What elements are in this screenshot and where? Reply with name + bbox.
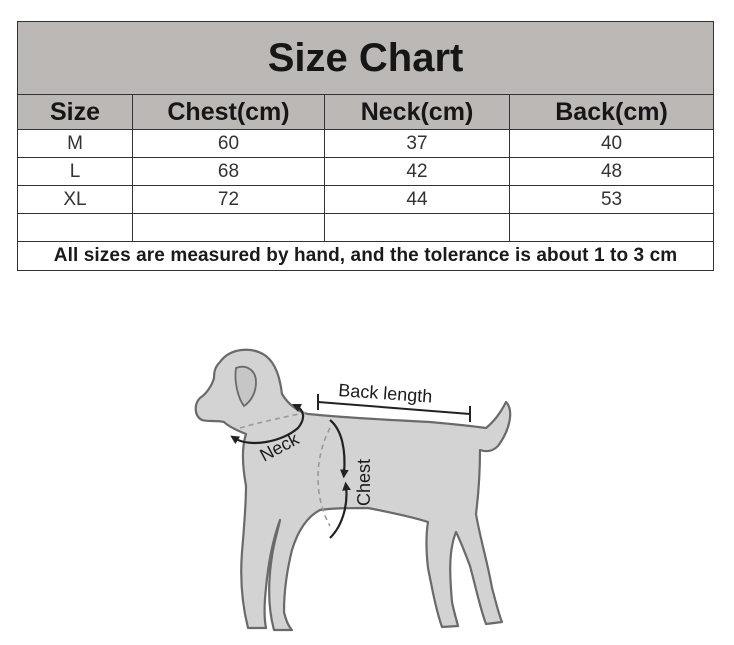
empty-cell [510,214,714,242]
chest-cell: 68 [133,158,325,186]
size-cell: XL [18,186,133,214]
empty-cell [325,214,510,242]
back-cell: 40 [510,130,714,158]
size-cell: L [18,158,133,186]
chest-cell: 72 [133,186,325,214]
column-header-size: Size [18,95,133,130]
chest-label: Chest [354,458,374,506]
size-chart-table [17,21,714,271]
dog-measurement-diagram [180,338,530,633]
column-header-neck: Neck(cm) [325,95,510,130]
empty-row [18,214,714,242]
table-row [18,130,714,158]
chest-cell: 60 [133,130,325,158]
table-row [18,186,714,214]
empty-cell [133,214,325,242]
size-cell: M [18,130,133,158]
back-cell: 53 [510,186,714,214]
neck-cell: 37 [325,130,510,158]
back-cell: 48 [510,158,714,186]
empty-cell [18,214,133,242]
table-row [18,158,714,186]
back-length-label: Back length [337,380,433,407]
neck-label: Neck [256,428,303,466]
neck-cell: 44 [325,186,510,214]
measurement-note: All sizes are measured by hand, and the tolerance is about 1 to 3 cm [18,242,714,271]
header-row [18,95,714,130]
neck-cell: 42 [325,158,510,186]
column-header-chest: Chest(cm) [133,95,325,130]
chart-title: Size Chart [18,22,714,95]
column-header-back: Back(cm) [510,95,714,130]
